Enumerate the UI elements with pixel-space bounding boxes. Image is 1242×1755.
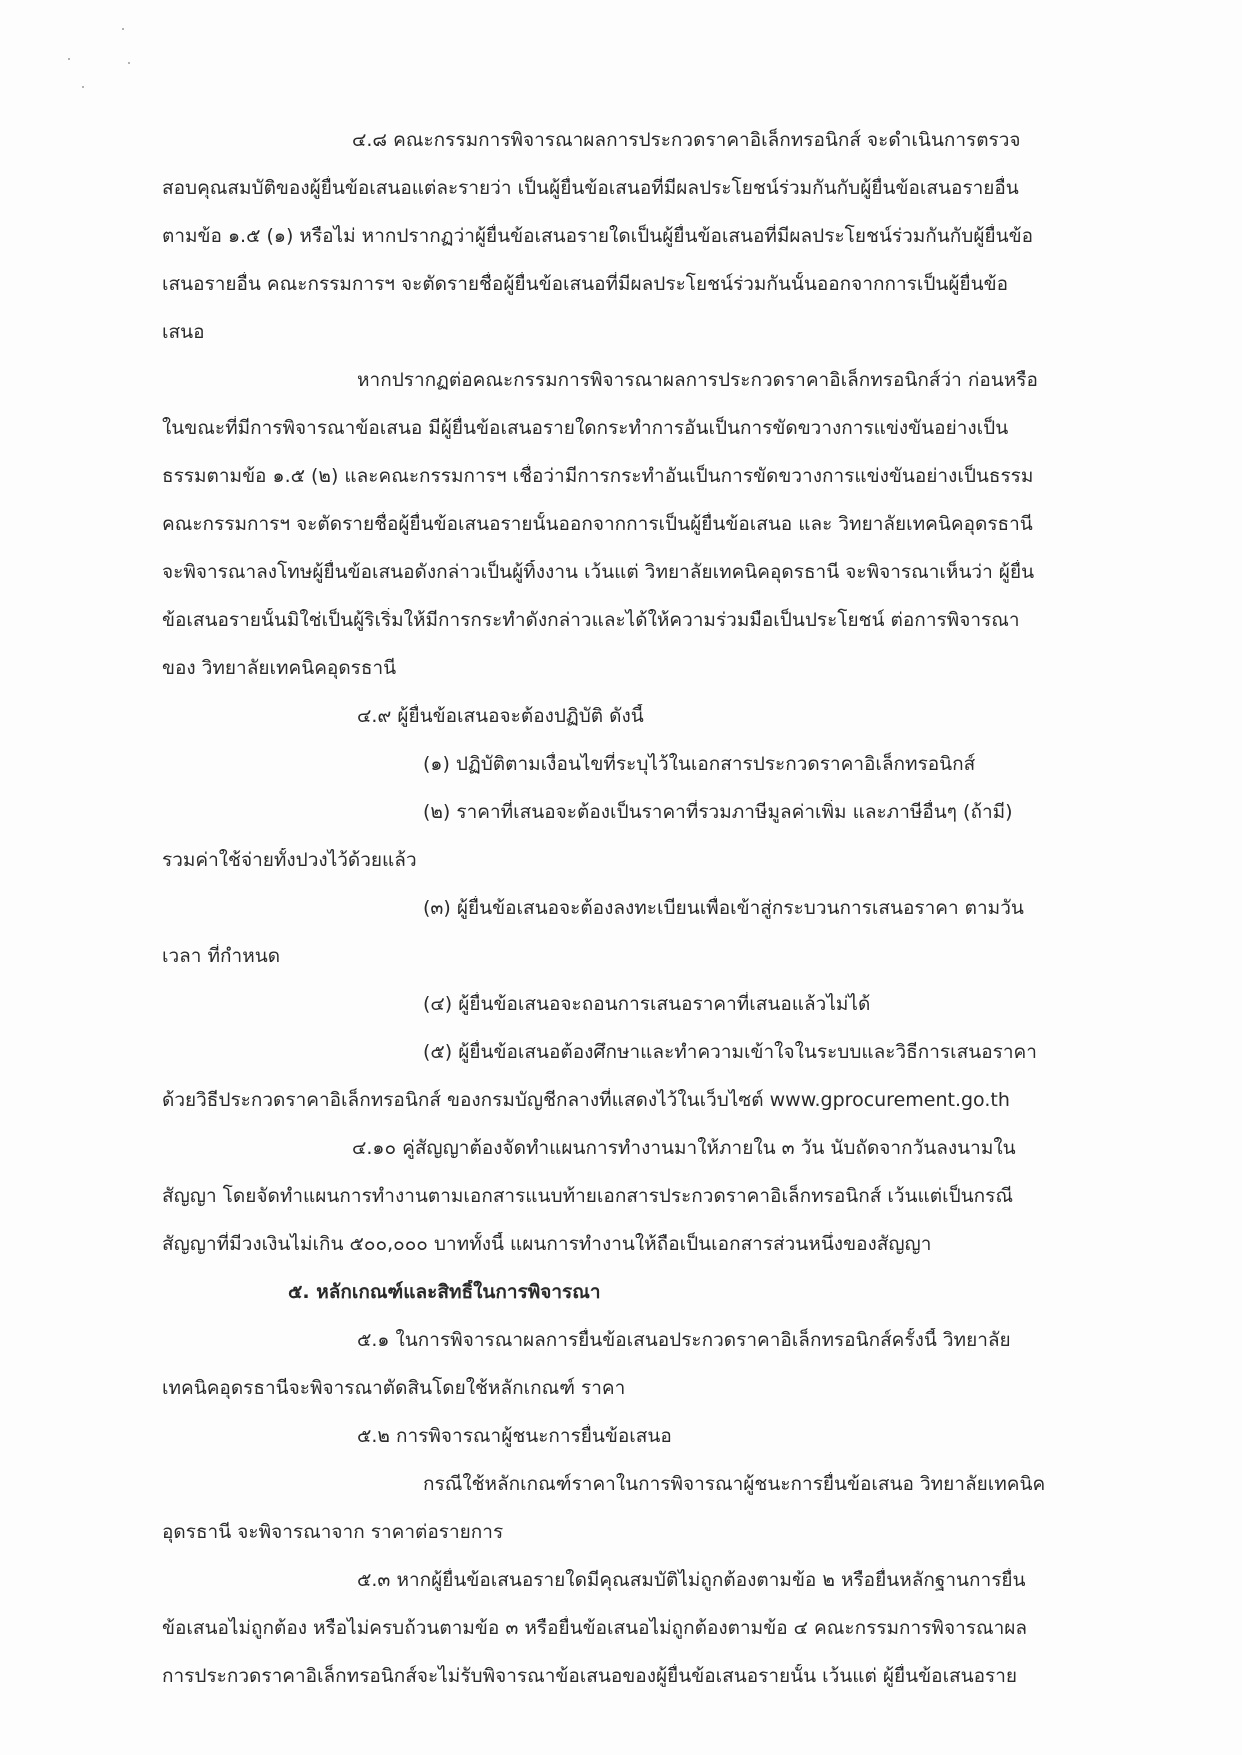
document-line: ข้อเสนอรายนั้นมิใช่เป็นผู้ริเริ่มให้มีการกระทำดังกล่าวและได้ให้ความร่วมมือเป็นประโยชน์ ต่อการพิจารณา: [162, 609, 1020, 631]
document-line: คณะกรรมการฯ จะตัดรายชื่อผู้ยื่นข้อเสนอรายนั้นออกจากการเป็นผู้ยื่นข้อเสนอ และ วิทยาลัยเทคนิคอุดรธานี: [162, 513, 1033, 535]
document-line: สอบคุณสมบัติของผู้ยื่นข้อเสนอแต่ละรายว่า เป็นผู้ยื่นข้อเสนอที่มีผลประโยชน์ร่วมกันกับผู้ยื่นข้อเสนอรายอื่น: [162, 177, 1019, 199]
document-line: สัญญาที่มีวงเงินไม่เกิน ๕๐๐,๐๐๐ บาททั้งนี้ แผนการทำงานให้ถือเป็นเอกสารส่วนหนึ่งของสัญญา: [162, 1233, 932, 1255]
document-line: ๔.๙ ผู้ยื่นข้อเสนอจะต้องปฏิบัติ ดังนี้: [357, 705, 644, 727]
document-line: (๓) ผู้ยื่นข้อเสนอจะต้องลงทะเบียนเพื่อเข้าสู่กระบวนการเสนอราคา ตามวัน: [423, 897, 1024, 919]
document-line: (๕) ผู้ยื่นข้อเสนอต้องศึกษาและทำความเข้าใจในระบบและวิธีการเสนอราคา: [423, 1041, 1037, 1063]
document-line: ๕.๑ ในการพิจารณาผลการยื่นข้อเสนอประกวดราคาอิเล็กทรอนิกส์ครั้งนี้ วิทยาลัย: [357, 1329, 1011, 1351]
document-line: เทคนิคอุดรธานีจะพิจารณาตัดสินโดยใช้หลักเกณฑ์ ราคา: [162, 1377, 626, 1399]
document-line: กรณีใช้หลักเกณฑ์ราคาในการพิจารณาผู้ชนะการยื่นข้อเสนอ วิทยาลัยเทคนิค: [423, 1473, 1046, 1495]
document-line: ๔.๘ คณะกรรมการพิจารณาผลการประกวดราคาอิเล็กทรอนิกส์ จะดำเนินการตรวจ: [352, 129, 1021, 151]
document-line: ด้วยวิธีประกวดราคาอิเล็กทรอนิกส์ ของกรมบัญชีกลางที่แสดงไว้ในเว็บไซต์ www.gprocurement.go.th: [162, 1089, 1010, 1111]
document-line: (๔) ผู้ยื่นข้อเสนอจะถอนการเสนอราคาที่เสนอแล้วไม่ได้: [423, 993, 871, 1015]
document-line: ๕.๒ การพิจารณาผู้ชนะการยื่นข้อเสนอ: [357, 1425, 672, 1447]
document-line: การประกวดราคาอิเล็กทรอนิกส์จะไม่รับพิจารณาข้อเสนอของผู้ยื่นข้อเสนอรายนั้น เว้นแต่ ผู้ยื่นข้อเสนอราย: [162, 1665, 1018, 1687]
document-line: ตามข้อ ๑.๕ (๑) หรือไม่ หากปรากฏว่าผู้ยื่นข้อเสนอรายใดเป็นผู้ยื่นข้อเสนอที่มีผลประโยชน์ร่วมกันกับผู้ยื่นข้อ: [162, 225, 1033, 247]
document-line: หากปรากฏต่อคณะกรรมการพิจารณาผลการประกวดราคาอิเล็กทรอนิกส์ว่า ก่อนหรือ: [357, 369, 1038, 391]
document-line: อุดรธานี จะพิจารณาจาก ราคาต่อรายการ: [162, 1521, 504, 1543]
document-line: ๔.๑๐ คู่สัญญาต้องจัดทำแผนการทำงานมาให้ภายใน ๓ วัน นับถัดจากวันลงนามใน: [352, 1137, 1016, 1159]
scan-speck: [82, 86, 84, 88]
section-heading: ๕. หลักเกณฑ์และสิทธิ์ในการพิจารณา: [288, 1281, 601, 1303]
document-line: ข้อเสนอไม่ถูกต้อง หรือไม่ครบถ้วนตามข้อ ๓ หรือยื่นข้อเสนอไม่ถูกต้องตามข้อ ๔ คณะกรรมการพิจารณาผล: [162, 1617, 1028, 1639]
document-line: เสนอรายอื่น คณะกรรมการฯ จะตัดรายชื่อผู้ยื่นข้อเสนอที่มีผลประโยชน์ร่วมกันนั้นออกจากการเป็นผู้ยื่นข้อ: [162, 273, 1009, 295]
scan-speck: [68, 58, 70, 60]
document-line: ของ วิทยาลัยเทคนิคอุดรธานี: [162, 657, 397, 679]
document-line: ๕.๓ หากผู้ยื่นข้อเสนอรายใดมีคุณสมบัติไม่ถูกต้องตามข้อ ๒ หรือยื่นหลักฐานการยื่น: [357, 1569, 1026, 1591]
document-line: (๒) ราคาที่เสนอจะต้องเป็นราคาที่รวมภาษีมูลค่าเพิ่ม และภาษีอื่นๆ (ถ้ามี): [423, 801, 1013, 823]
document-line: เสนอ: [162, 321, 205, 343]
scan-speck: [122, 28, 124, 30]
document-line: เวลา ที่กำหนด: [162, 945, 281, 967]
document-line: ธรรมตามข้อ ๑.๕ (๒) และคณะกรรมการฯ เชื่อว่ามีการกระทำอันเป็นการขัดขวางการแข่งขันอย่างเป็นธรรม: [162, 465, 1034, 487]
document-line: ในขณะที่มีการพิจารณาข้อเสนอ มีผู้ยื่นข้อเสนอรายใดกระทำการอันเป็นการขัดขวางการแข่งขันอย่างเป็น: [162, 417, 1009, 439]
document-line: สัญญา โดยจัดทำแผนการทำงานตามเอกสารแนบท้ายเอกสารประกวดราคาอิเล็กทรอนิกส์ เว้นแต่เป็นกรณี: [162, 1185, 1013, 1207]
scan-speck: [128, 62, 130, 64]
document-line: รวมค่าใช้จ่ายทั้งปวงไว้ด้วยแล้ว: [162, 849, 417, 871]
document-line: (๑) ปฏิบัติตามเงื่อนไขที่ระบุไว้ในเอกสารประกวดราคาอิเล็กทรอนิกส์: [423, 753, 976, 775]
document-line: จะพิจารณาลงโทษผู้ยื่นข้อเสนอดังกล่าวเป็นผู้ทิ้งงาน เว้นแต่ วิทยาลัยเทคนิคอุดรธานี จะพิจารณาเห็นว่า ผู้ยื่น: [162, 561, 1035, 583]
